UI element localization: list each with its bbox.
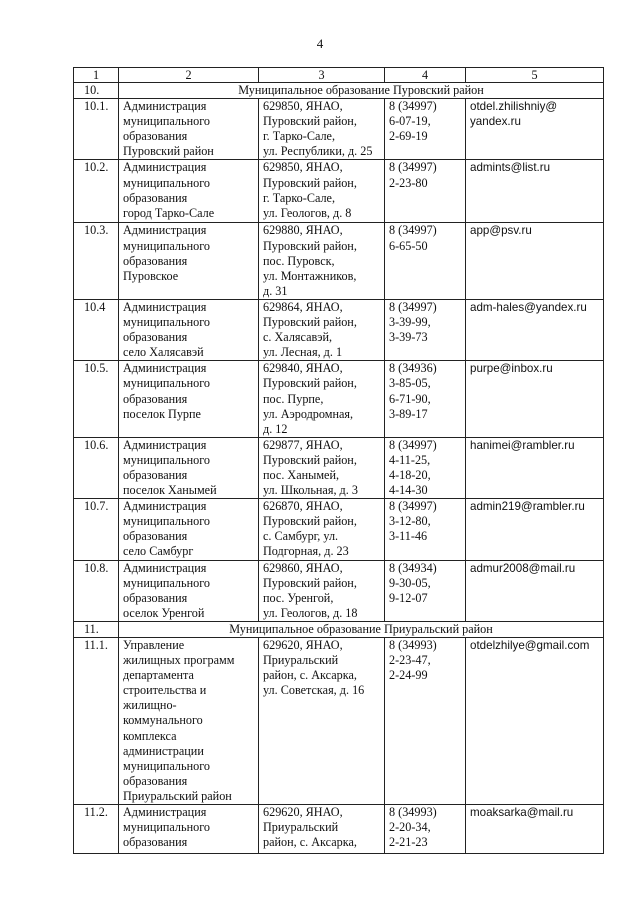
section-title: Муниципальное образование Приуральский район bbox=[119, 621, 604, 637]
table-row bbox=[74, 805, 604, 854]
organization-name: Администрация муниципального образования Пуровское bbox=[119, 223, 259, 299]
column-header: 2 bbox=[119, 68, 259, 83]
phone-numbers: 8 (34997) 2-23-80 bbox=[385, 160, 466, 223]
organization-name: Администрация муниципального образования село Самбург bbox=[119, 499, 259, 560]
email-address: app@psv.ru bbox=[466, 223, 604, 299]
postal-address: 629860, ЯНАО, Пуровский район, пос. Уренгой, ул. Геологов, д. 18 bbox=[259, 560, 385, 621]
table-header-row bbox=[74, 68, 604, 83]
contacts-table bbox=[73, 67, 604, 854]
organization-name: Администрация муниципального образования город Тарко-Сале bbox=[119, 160, 259, 223]
table-row bbox=[74, 361, 604, 437]
table-row bbox=[74, 437, 604, 498]
page-number: 4 bbox=[316, 36, 324, 51]
section-row bbox=[74, 83, 604, 99]
section-row bbox=[74, 621, 604, 637]
row-number: 10.1. bbox=[74, 99, 119, 160]
section-number: 11. bbox=[74, 621, 119, 637]
phone-numbers: 8 (34993) 2-20-34, 2-21-23 bbox=[385, 805, 466, 854]
column-header: 3 bbox=[259, 68, 385, 83]
phone-numbers: 8 (34997) 6-07-19, 2-69-19 bbox=[385, 99, 466, 160]
table-row bbox=[74, 560, 604, 621]
table-row bbox=[74, 99, 604, 160]
postal-address: 629620, ЯНАО, Приуральский район, с. Аксарка, ул. Советская, д. 16 bbox=[259, 638, 385, 805]
email-address: purpe@inbox.ru bbox=[466, 361, 604, 437]
row-number: 10.4 bbox=[74, 299, 119, 360]
phone-numbers: 8 (34993) 2-23-47, 2-24-99 bbox=[385, 638, 466, 805]
row-number: 11.1. bbox=[74, 638, 119, 805]
email-address: otdelzhilye@gmail.com bbox=[466, 638, 604, 805]
table-row bbox=[74, 499, 604, 560]
phone-numbers: 8 (34997) 6-65-50 bbox=[385, 223, 466, 299]
phone-numbers: 8 (34997) 3-12-80, 3-11-46 bbox=[385, 499, 466, 560]
postal-address: 629877, ЯНАО, Пуровский район, пос. Ханымей, ул. Школьная, д. 3 bbox=[259, 437, 385, 498]
row-number: 11.2. bbox=[74, 805, 119, 854]
organization-name: Администрация муниципального образования bbox=[119, 805, 259, 854]
email-address: adm-hales@yandex.ru bbox=[466, 299, 604, 360]
row-number: 10.5. bbox=[74, 361, 119, 437]
postal-address: 629864, ЯНАО, Пуровский район, с. Халясавэй, ул. Лесная, д. 1 bbox=[259, 299, 385, 360]
organization-name: Администрация муниципального образования поселок Ханымей bbox=[119, 437, 259, 498]
phone-numbers: 8 (34997) 4-11-25, 4-18-20, 4-14-30 bbox=[385, 437, 466, 498]
column-header: 4 bbox=[385, 68, 466, 83]
postal-address: 629850, ЯНАО, Пуровский район, г. Тарко-Сале, ул. Республики, д. 25 bbox=[259, 99, 385, 160]
section-title: Муниципальное образование Пуровский район bbox=[119, 83, 604, 99]
row-number: 10.6. bbox=[74, 437, 119, 498]
email-address: hanimei@rambler.ru bbox=[466, 437, 604, 498]
phone-numbers: 8 (34934) 9-30-05, 9-12-07 bbox=[385, 560, 466, 621]
column-header: 1 bbox=[74, 68, 119, 83]
phone-numbers: 8 (34936) 3-85-05, 6-71-90, 3-89-17 bbox=[385, 361, 466, 437]
email-address: admur2008@mail.ru bbox=[466, 560, 604, 621]
row-number: 10.7. bbox=[74, 499, 119, 560]
organization-name: Администрация муниципального образования оселок Уренгой bbox=[119, 560, 259, 621]
postal-address: 629620, ЯНАО, Приуральский район, с. Аксарка, bbox=[259, 805, 385, 854]
email-address: moaksarka@mail.ru bbox=[466, 805, 604, 854]
row-number: 10.8. bbox=[74, 560, 119, 621]
organization-name: Администрация муниципального образования Пуровский район bbox=[119, 99, 259, 160]
postal-address: 629850, ЯНАО, Пуровский район, г. Тарко-Сале, ул. Геологов, д. 8 bbox=[259, 160, 385, 223]
email-address: otdel.zhilishniy@ yandex.ru bbox=[466, 99, 604, 160]
organization-name: Администрация муниципального образования поселок Пурпе bbox=[119, 361, 259, 437]
row-number: 10.3. bbox=[74, 223, 119, 299]
email-address: admin219@rambler.ru bbox=[466, 499, 604, 560]
organization-name: Администрация муниципального образования село Халясавэй bbox=[119, 299, 259, 360]
postal-address: 629880, ЯНАО, Пуровский район, пос. Пуровск, ул. Монтажников, д. 31 bbox=[259, 223, 385, 299]
table-row bbox=[74, 638, 604, 805]
phone-numbers: 8 (34997) 3-39-99, 3-39-73 bbox=[385, 299, 466, 360]
section-number: 10. bbox=[74, 83, 119, 99]
postal-address: 629840, ЯНАО, Пуровский район, пос. Пурпе, ул. Аэродромная, д. 12 bbox=[259, 361, 385, 437]
column-header: 5 bbox=[466, 68, 604, 83]
table-row bbox=[74, 160, 604, 223]
row-number: 10.2. bbox=[74, 160, 119, 223]
organization-name: Управление жилищных программ департамента строительства и жилищно- коммунального комплекса администрации муниципального образования Приуральский район bbox=[119, 638, 259, 805]
postal-address: 626870, ЯНАО, Пуровский район, с. Самбург, ул. Подгорная, д. 23 bbox=[259, 499, 385, 560]
table-row bbox=[74, 299, 604, 360]
email-address: admints@list.ru bbox=[466, 160, 604, 223]
table-row bbox=[74, 223, 604, 299]
